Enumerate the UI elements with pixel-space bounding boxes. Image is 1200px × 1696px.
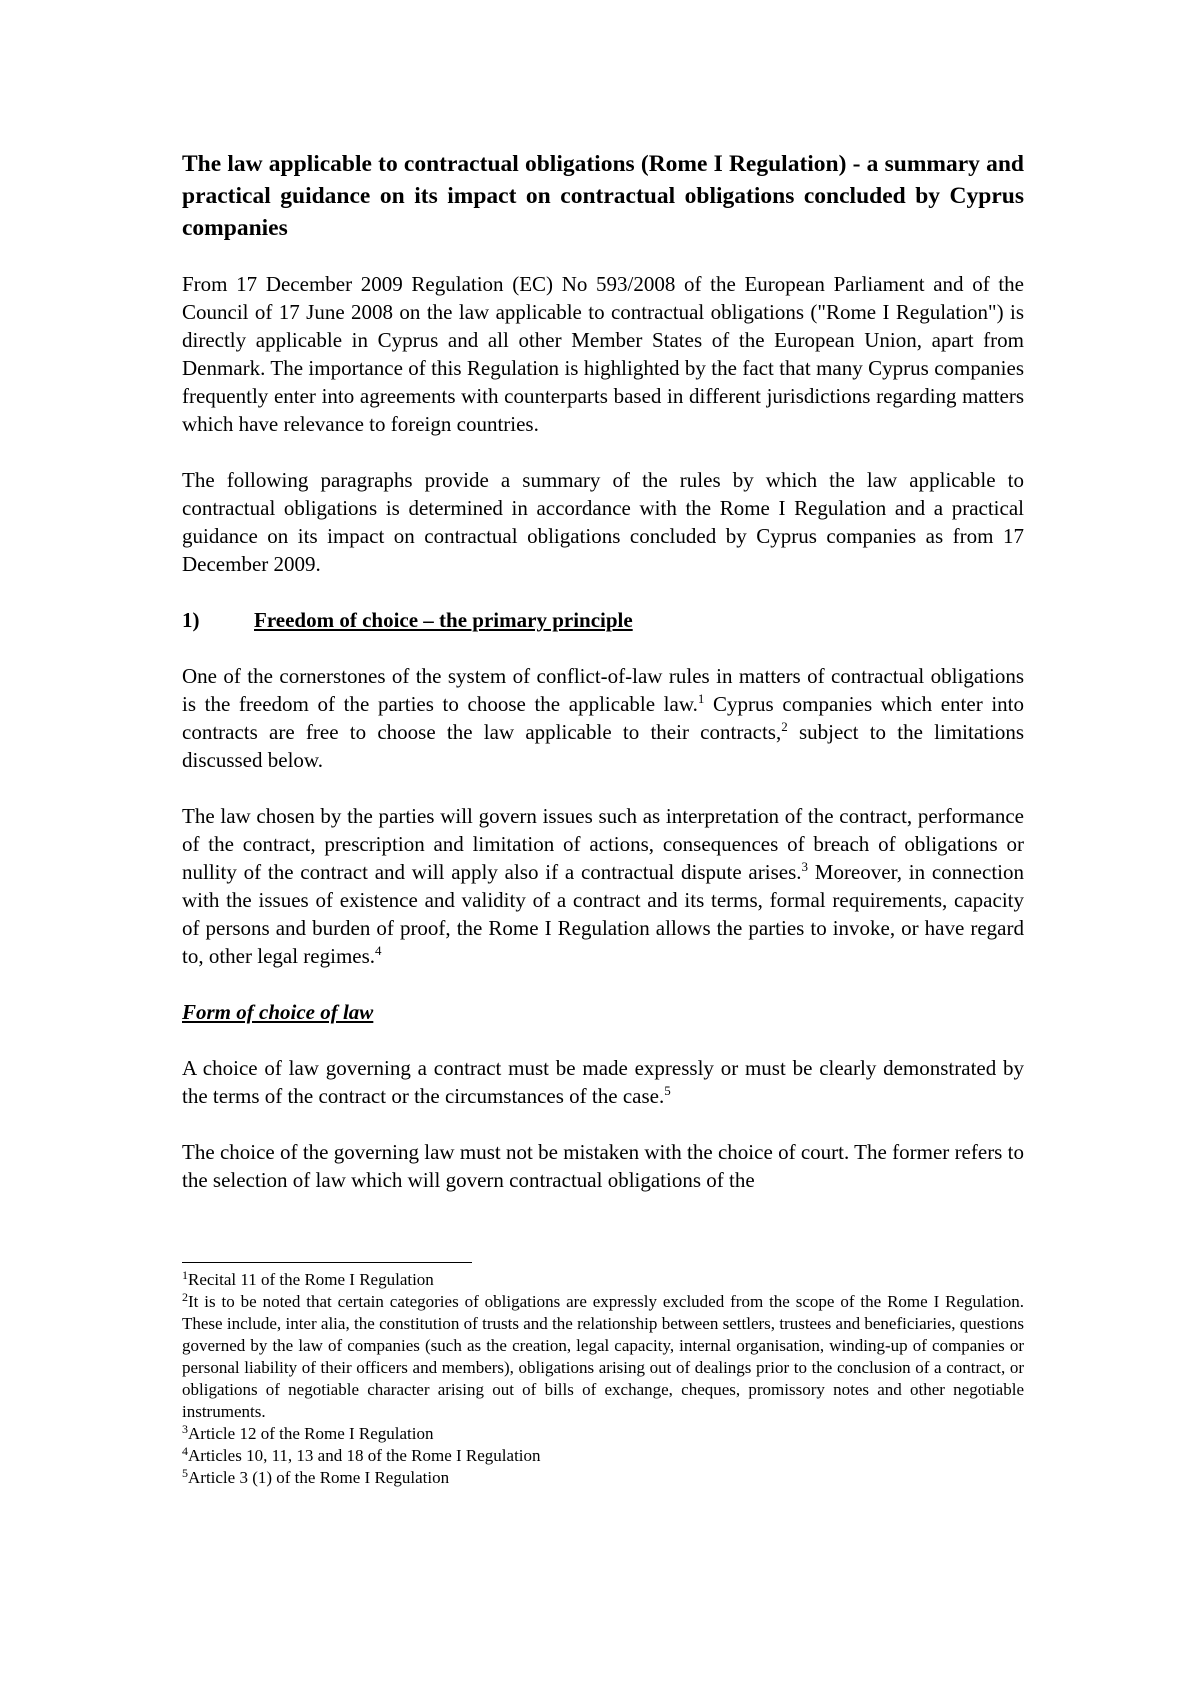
footnote-number: 3: [182, 1422, 188, 1436]
section-1-title: Freedom of choice – the primary principle: [254, 608, 633, 632]
footnote-text: Articles 10, 11, 13 and 18 of the Rome I Regulation: [188, 1446, 541, 1465]
footnote-ref-4[interactable]: 4: [375, 943, 382, 958]
footnote-text: Article 3 (1) of the Rome I Regulation: [188, 1468, 450, 1487]
footnote-number: 1: [182, 1268, 188, 1282]
section-1-number: 1): [182, 608, 200, 632]
footnote-ref-5[interactable]: 5: [664, 1083, 671, 1098]
document-body: [182, 148, 1024, 1222]
footnote-number: 4: [182, 1444, 188, 1458]
footnote-text: Article 12 of the Rome I Regulation: [188, 1424, 434, 1443]
footnote-text: Recital 11 of the Rome I Regulation: [188, 1270, 434, 1289]
intro-paragraph-2: The following paragraphs provide a summary of the rules by which the law applicable to contractual obligations is determined in accordance with the Rome I Regulation and a practical guidance on its impact on contractual obligations concluded by Cyprus companies as from 17 December 2009.: [182, 468, 1024, 576]
paragraph-text: Cyprus companies which enter into contracts are free to choose the law applicable to their contracts,: [182, 692, 1024, 744]
footnote-3: [182, 1423, 1024, 1445]
intro-paragraph-1: From 17 December 2009 Regulation (EC) No 593/2008 of the European Parliament and of the Council of 17 June 2008 on the law applicable to contractual obligations ("Rome I Regulation") is directly applicable in Cyprus and all other Member States of the European Union, apart from Denmark. The importance of this Regulation is highlighted by the fact that many Cyprus companies frequently enter into agreements with counterparts based in different jurisdictions regarding matters which have relevance to foreign countries.: [182, 272, 1024, 436]
subsection-heading: Form of choice of law: [182, 1000, 374, 1024]
section-1-paragraph-1: [182, 662, 1024, 774]
footnote-2: [182, 1291, 1024, 1423]
footnote-5: [182, 1467, 1024, 1489]
footnote-1: [182, 1269, 1024, 1291]
document-title: The law applicable to contractual obligations (Rome I Regulation) - a summary and practical guidance on its impact on contractual obligations concluded by Cyprus companies: [182, 151, 1024, 241]
footnote-ref-2[interactable]: 2: [781, 719, 788, 734]
footnote-number: 5: [182, 1466, 188, 1480]
footnote-text: It is to be noted that certain categories of obligations are expressly excluded from the scope of the Rome I Regulation. These include, inter alia, the constitution of trusts and the relationship between settlers, trustees and beneficiaries, questions governed by the law of companies (such as the creation, legal capacity, internal organisation, winding-up of companies or personal liability of their officers and members), obligations arising out of dealings prior to the conclusion of a contract, or obligations of negotiable character arising out of bills of exchange, cheques, promissory notes and other negotiable instruments.: [182, 1292, 1024, 1421]
footnotes: [182, 1262, 1024, 1489]
subsection-paragraph-1: [182, 1054, 1024, 1110]
paragraph-text: subject to the limitations discussed below.: [182, 720, 1024, 772]
footnote-separator: [182, 1262, 472, 1263]
footnote-ref-3[interactable]: 3: [801, 859, 808, 874]
footnote-4: [182, 1445, 1024, 1467]
subsection-paragraph-2: The choice of the governing law must not be mistaken with the choice of court. The former refers to the selection of law which will govern contractual obligations of the: [182, 1140, 1024, 1192]
paragraph-text: The law chosen by the parties will govern issues such as interpretation of the contract, performance of the contract, prescription and limitation of actions, consequences of breach of obligations or nullity of the contract and will apply also if a contractual dispute arises.: [182, 804, 1024, 884]
paragraph-text: A choice of law governing a contract must be made expressly or must be clearly demonstrated by the terms of the contract or the circumstances of the case.: [182, 1056, 1024, 1108]
section-1-paragraph-2: [182, 802, 1024, 970]
footnote-ref-1[interactable]: 1: [697, 691, 705, 706]
footnote-number: 2: [182, 1290, 188, 1304]
paragraph-text: One of the cornerstones of the system of conflict-of-law rules in matters of contractual obligations is the freedom of the parties to choose the applicable law.: [182, 664, 1024, 716]
section-1-heading: [182, 606, 1024, 634]
paragraph-text: Moreover, in connection with the issues of existence and validity of a contract and its terms, formal requirements, capacity of persons and burden of proof, the Rome I Regulation allows the parties to invoke, or have regard to, other legal regimes.: [182, 860, 1024, 968]
